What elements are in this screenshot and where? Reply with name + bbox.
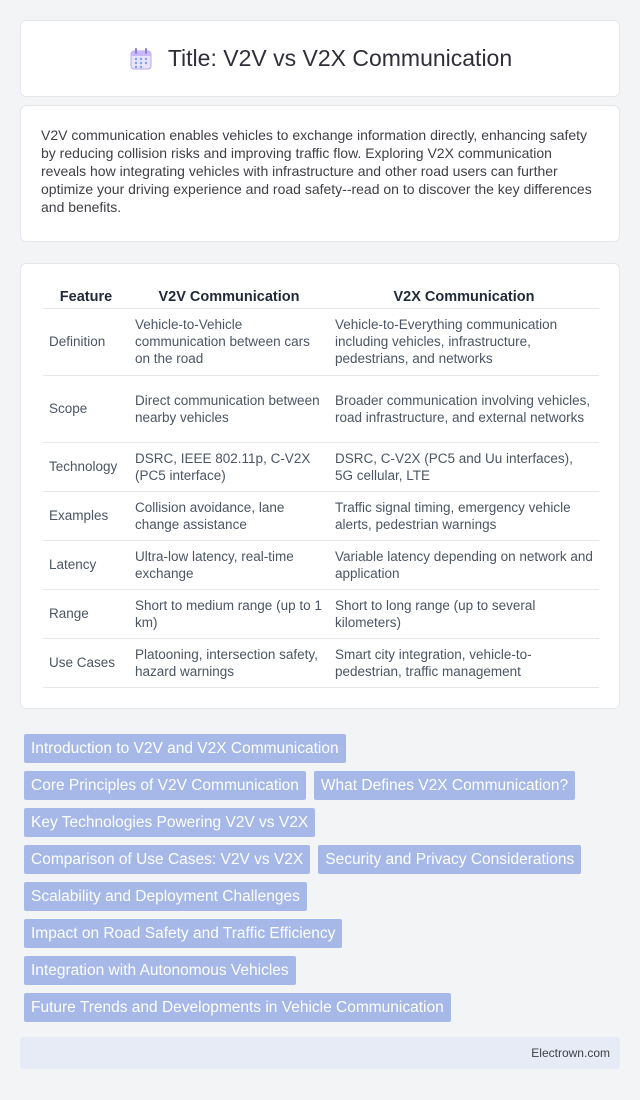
link-row (24, 993, 616, 1022)
v2x-cell: Broader communication involving vehicles, road infrastructure, and external networks (329, 375, 599, 442)
feature-cell: Technology (43, 442, 129, 491)
footer-site-name[interactable]: Electrown.com (531, 1046, 610, 1060)
feature-cell: Latency (43, 540, 129, 589)
link-future-trends[interactable]: Future Trends and Developments in Vehicle Communication (24, 993, 451, 1022)
feature-cell: Use Cases (43, 638, 129, 687)
link-row (24, 956, 616, 985)
table-header-row (43, 284, 599, 308)
link-row (24, 734, 616, 763)
v2x-cell: DSRC, C-V2X (PC5 and Uu interfaces), 5G cellular, LTE (329, 442, 599, 491)
link-comparison-use-cases[interactable]: Comparison of Use Cases: V2V vs V2X (24, 845, 310, 874)
v2x-cell: Short to long range (up to several kilometers) (329, 589, 599, 638)
topic-links (24, 734, 616, 1030)
header-feature: Feature (43, 284, 129, 308)
link-autonomous-integration[interactable]: Integration with Autonomous Vehicles (24, 956, 296, 985)
link-row (24, 882, 616, 911)
intro-paragraph: V2V communication enables vehicles to exchange information directly, enhancing safety by reducing collision risks and improving traffic flow. Exploring V2X communication reveals how integrating vehicles with infrastructure and other road users can further optimize your driving experience and road safety--read on to discover the key differences and benefits. (41, 127, 592, 215)
link-scalability-deployment[interactable]: Scalability and Deployment Challenges (24, 882, 307, 911)
v2v-cell: Vehicle-to-Vehicle communication between cars on the road (129, 308, 329, 375)
page-title: Title: V2V vs V2X Communication (167, 45, 513, 71)
link-row (24, 771, 616, 800)
v2v-cell: Collision avoidance, lane change assistance (129, 491, 329, 540)
table-row (43, 638, 599, 687)
table-row (43, 491, 599, 540)
table-row (43, 589, 599, 638)
link-what-defines-v2x[interactable]: What Defines V2X Communication? (314, 771, 575, 800)
v2v-cell: Ultra-low latency, real-time exchange (129, 540, 329, 589)
feature-cell: Definition (43, 308, 129, 375)
v2v-cell: Platooning, intersection safety, hazard warnings (129, 638, 329, 687)
comparison-table (43, 284, 599, 688)
link-row (24, 845, 616, 874)
v2v-cell: Short to medium range (up to 1 km) (129, 589, 329, 638)
v2x-cell: Variable latency depending on network and application (329, 540, 599, 589)
comparison-table-card (20, 263, 620, 709)
link-security-privacy[interactable]: Security and Privacy Considerations (318, 845, 581, 874)
link-core-principles-v2v[interactable]: Core Principles of V2V Communication (24, 771, 306, 800)
table-row (43, 442, 599, 491)
link-road-safety-impact[interactable]: Impact on Road Safety and Traffic Efficiency (24, 919, 342, 948)
v2v-cell: DSRC, IEEE 802.11p, C-V2X (PC5 interface) (129, 442, 329, 491)
feature-cell: Examples (43, 491, 129, 540)
intro-card (20, 105, 620, 242)
header-v2v: V2V Communication (129, 284, 329, 308)
table-row (43, 375, 599, 442)
link-row (24, 808, 616, 837)
feature-cell: Range (43, 589, 129, 638)
calendar-icon (128, 46, 154, 72)
link-intro-v2v-v2x[interactable]: Introduction to V2V and V2X Communication (24, 734, 346, 763)
v2x-cell: Smart city integration, vehicle-to-pedestrian, traffic management (329, 638, 599, 687)
feature-cell: Scope (43, 375, 129, 442)
footer (20, 1037, 620, 1069)
title-card (20, 20, 620, 97)
header-v2x: V2X Communication (329, 284, 599, 308)
v2x-cell: Vehicle-to-Everything communication including vehicles, infrastructure, pedestrians, and networks (329, 308, 599, 375)
v2v-cell: Direct communication between nearby vehicles (129, 375, 329, 442)
link-row (24, 919, 616, 948)
table-row (43, 540, 599, 589)
table-row (43, 308, 599, 375)
link-key-technologies[interactable]: Key Technologies Powering V2V vs V2X (24, 808, 315, 837)
v2x-cell: Traffic signal timing, emergency vehicle alerts, pedestrian warnings (329, 491, 599, 540)
